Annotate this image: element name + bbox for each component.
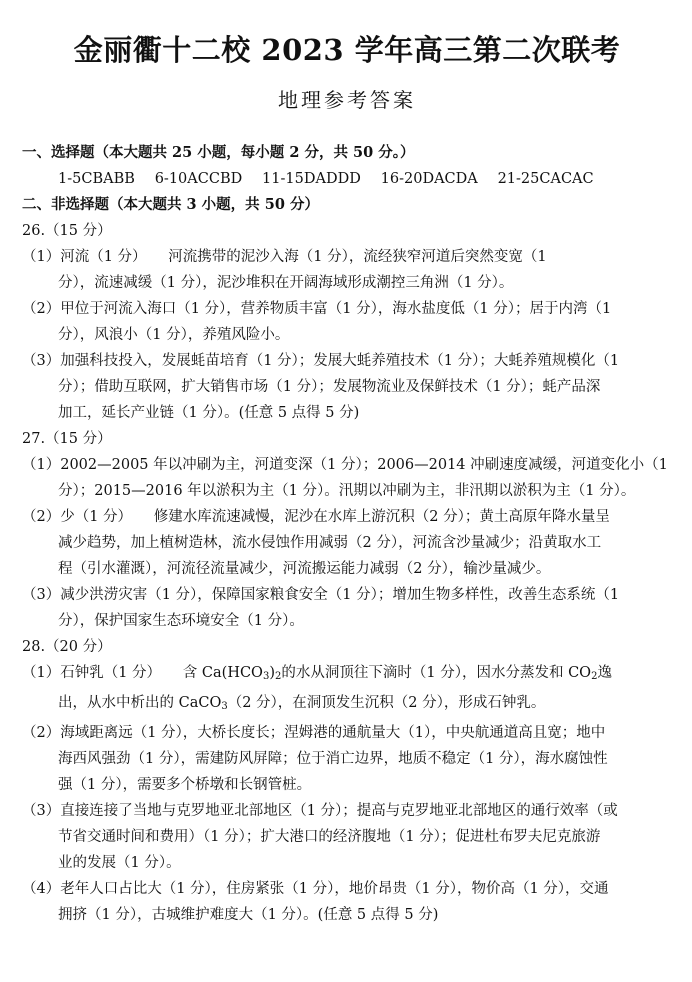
q28-a1-text-b: 的水从洞顶往下滴时（1 分），因水分蒸发和 CO (281, 665, 592, 681)
section-choice-label: 一、选择题 (22, 144, 95, 161)
q28-a3-line2: 节省交通时间和费用）（1 分）；扩大港口的经济腹地（1 分）；促进杜布罗夫尼克旅游 (58, 829, 601, 845)
q28-a3-line3: 业的发展（1 分）。 (58, 855, 181, 871)
q27-a1-line1: （1）2002—2005 年以冲刷为主，河道变深（1 分）；2006—2014 冲刷速度减缓，河道变化小（1 (22, 457, 668, 473)
q26-a2-line1: （2）甲位于河流入海口（1 分），营养物质丰富（1 分），海水盐度低（1 分）；居于内湾（1 (22, 301, 612, 317)
q28-a3-line1: （3）直接连接了当地与克罗地亚北部地区（1 分）；提高与克罗地亚北部地区的通行效率（或 (22, 803, 618, 819)
section-choice-note: （本大题共 25 小题，每小题 2 分，共 50 分。） (94, 144, 415, 161)
section-nonchoice-header (22, 192, 672, 218)
choice-answers: 1-5CBABB 6-10ACCBD 11-15DADDD 16-20DACDA 21-25CACAC (58, 171, 594, 187)
q26-a3-line2: 分）；借助互联网，扩大销售市场（1 分）；发展物流业及保鲜技术（1 分）；蚝产品深 (58, 379, 601, 395)
q26-a3-line3: 加工，延长产业链（1 分）。(任意 5 点得 5 分) (58, 405, 360, 421)
page-title: 金丽衢十二校 2023 学年高三第二次联考 (73, 33, 621, 67)
q28-a1-sub3: 3 (262, 671, 270, 682)
q26-head: 26.（15 分） (22, 223, 112, 239)
q28-a4-line2: 拥挤（1 分），古城维护难度大（1 分）。(任意 5 点得 5 分) (58, 907, 439, 923)
q28-a2-line3: 强（1 分），需要多个桥墩和长钢管桩。 (58, 777, 312, 793)
q28-a1-line2 (22, 690, 672, 720)
q26-a2-line2: 分），风浪小（1 分），养殖风险小。 (58, 327, 290, 343)
q28-a1-co2-sub: 2 (591, 671, 598, 682)
section-nonchoice-label: 二、非选择题 (22, 196, 109, 213)
answer-content (22, 140, 672, 928)
q28-a1-l2-b: （2 分），在洞顶发生沉积（2 分），形成石钟乳。 (227, 695, 546, 711)
q26-a3-line1: （3）加强科技投入，发展蚝苗培育（1 分）；发展大蚝养殖技术（1 分）；大蚝养殖规模化（1 (22, 353, 620, 369)
section-nonchoice-note: （本大题共 3 小题，共 50 分） (109, 196, 319, 213)
q27-a2-line1: （2）少（1 分） 修建水库流速减慢，泥沙在水库上游沉积（2 分）；黄土高原年降水量呈 (22, 509, 610, 525)
answer-sheet-page (0, 30, 692, 982)
q28-a1-text-a: （1）石钟乳（1 分） 含 Ca(HCO (22, 665, 263, 681)
q28-a2-line1: （2）海域距离远（1 分），大桥长度长；涅姆港的通航量大（1），中央航通道高且宽；地中 (22, 725, 606, 741)
q27-a3-line2: 分），保护国家生态环境安全（1 分）。 (58, 613, 304, 629)
q28-a1-paren: ) (269, 665, 275, 681)
q28-a1-line1 (22, 660, 672, 690)
q27-a2-line2: 减少趋势，加上植树造林，流水侵蚀作用减弱（2 分），河流含沙量减少；沿黄取水工 (58, 535, 602, 551)
q28-a1-caco3-sub: 3 (221, 701, 228, 712)
q28-a1-text-c: 逸 (597, 665, 612, 681)
q27-head: 27.（15 分） (22, 431, 112, 447)
q28-a1-l2-a: 出，从水中析出的 CaCO (58, 695, 222, 711)
q27-a1-line2: 分）；2015—2016 年以淤积为主（1 分）。汛期以冲刷为主，非汛期以淤积为主（1 分）。 (58, 483, 636, 499)
q27-a2-line3: 程（引水灌溉），河流径流量减少，河流搬运能力减弱（2 分），输沙量减少。 (58, 561, 551, 577)
q27-a3-line1: （3）减少洪涝灾害（1 分），保障国家粮食安全（1 分）；增加生物多样性，改善生态系统（1 (22, 587, 620, 603)
q28-a2-line2: 海西风强劲（1 分），需建防风屏障；位于消亡边界，地质不稳定（1 分），海水腐蚀性 (58, 751, 608, 767)
q26-a1-line2: 分），流速减缓（1 分），泥沙堆积在开阔海域形成潮控三角洲（1 分）。 (58, 275, 514, 291)
section-choice-header (22, 140, 672, 166)
page-subtitle: 地理参考答案 (278, 88, 416, 112)
q28-head: 28.（20 分） (22, 639, 112, 655)
q28-a4-line1: （4）老年人口占比大（1 分），住房紧张（1 分），地价昂贵（1 分），物价高（1 分），交通 (22, 881, 609, 897)
q26-a1-line1: （1）河流（1 分） 河流携带的泥沙入海（1 分），流经狭窄河道后突然变宽（1 (22, 249, 547, 265)
q28-a1-sub2: 2 (275, 671, 282, 682)
